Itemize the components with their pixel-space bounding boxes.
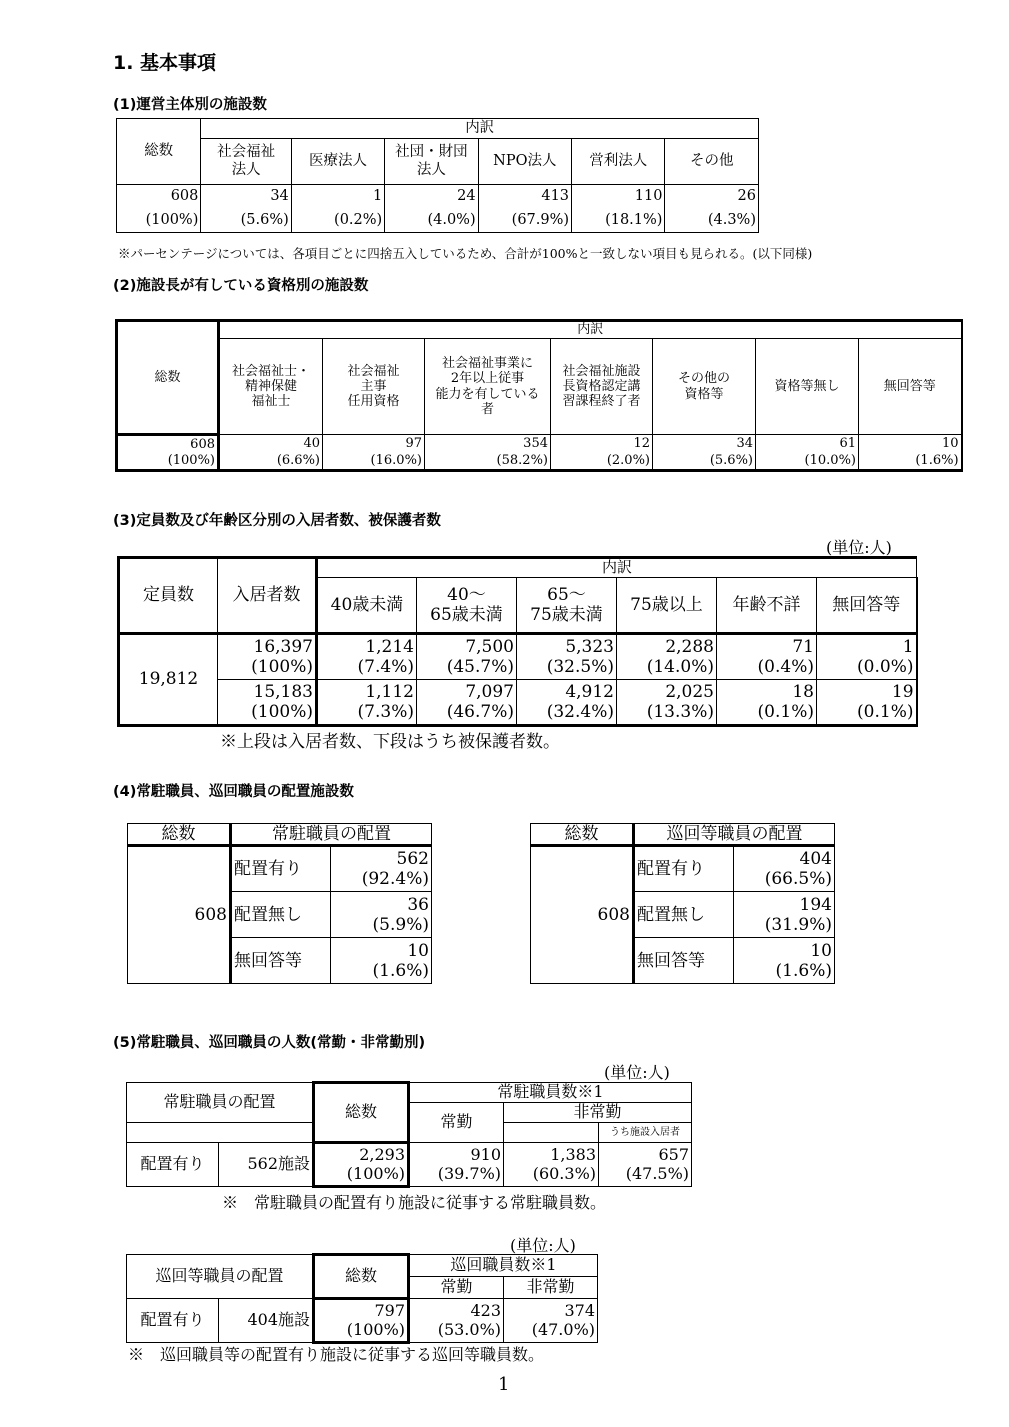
s2-table xyxy=(115,319,963,472)
s5-t1-spacer-left xyxy=(504,1123,599,1143)
s5-t2-unit: (単位:人) xyxy=(510,1236,576,1255)
s2-total-label: 総数 xyxy=(117,321,219,435)
s4-left-row-label: 配置有り xyxy=(231,846,331,892)
s3-col-header: 無回答等 xyxy=(817,578,917,634)
s3-capacity-label: 定員数 xyxy=(119,558,218,634)
s4-left-total: 608 xyxy=(128,846,231,984)
s5-t2-parttime-label: 非常勤 xyxy=(504,1277,598,1299)
s2-col-header: 資格等無し xyxy=(756,339,859,435)
s5-t1-sub: 657 (47.5%) xyxy=(599,1143,692,1187)
s5-t2-placement-label: 巡回等職員の配置 xyxy=(127,1255,314,1299)
s1-total-label: 総数 xyxy=(117,119,201,185)
s2-cell-count: 40 xyxy=(219,435,323,453)
s3-table xyxy=(117,556,918,727)
s5-table-1 xyxy=(126,1081,692,1188)
s1-col-header: 社団・財団 法人 xyxy=(385,139,478,185)
s3-col-header: 75歳以上 xyxy=(617,578,717,634)
s2-total-count: 608 xyxy=(117,435,219,453)
s3-col-header: 65～ 75歳未満 xyxy=(517,578,617,634)
s5-t2-note: ※ 巡回職員等の配置有り施設に従事する巡回等職員数。 xyxy=(128,1345,545,1364)
s1-cell-pct: (18.1%) xyxy=(572,209,665,233)
s1-cell-count: 34 xyxy=(201,185,291,209)
s5-t1-total: 2,293 (100%) xyxy=(314,1143,409,1187)
s2-col-header: その他の 資格等 xyxy=(653,339,756,435)
s5-heading: (5)常駐職員、巡回職員の人数(常勤・非常勤別) xyxy=(113,1035,426,1051)
s3-row-cell: 7,097 (46.7%) xyxy=(417,680,517,726)
s2-cell-count: 34 xyxy=(653,435,756,453)
s1-col-header: その他 xyxy=(665,139,759,185)
s2-col-header: 社会福祉施設 長資格認定講 習課程終了者 xyxy=(551,339,653,435)
s2-cell-count: 12 xyxy=(551,435,653,453)
s1-cell-count: 24 xyxy=(385,185,478,209)
s1-col-header: NPO法人 xyxy=(478,139,571,185)
s2-cell-pct: (16.0%) xyxy=(323,453,425,471)
s1-cell-count: 1 xyxy=(291,185,384,209)
s2-cell-pct: (58.2%) xyxy=(425,453,551,471)
s5-t1-parttime-label: 非常勤 xyxy=(504,1103,692,1123)
s4-left-header: 常駐職員の配置 xyxy=(231,824,432,846)
s4-heading: (4)常駐職員、巡回職員の配置施設数 xyxy=(113,784,354,800)
s5-t1-group-label: 常駐職員数※1 xyxy=(409,1083,692,1103)
s2-heading: (2)施設長が有している資格別の施設数 xyxy=(113,278,369,294)
s3-note: ※上段は入居者数、下段はうち被保護者数。 xyxy=(220,732,560,752)
s3-col-header: 年齢不詳 xyxy=(717,578,817,634)
s1-total-count: 608 xyxy=(117,185,201,209)
s4-left-row-label: 無回答等 xyxy=(231,938,331,984)
s5-t1-row-label: 配置有り xyxy=(127,1143,219,1187)
s4-left-row-value: 562 (92.4%) xyxy=(331,846,432,892)
s4-left-row-label: 配置無し xyxy=(231,892,331,938)
s3-col-header: 40～ 65歳未満 xyxy=(417,578,517,634)
s2-cell-pct: (6.6%) xyxy=(219,453,323,471)
s1-col-header: 営利法人 xyxy=(572,139,665,185)
s5-t2-total-label: 総数 xyxy=(314,1255,409,1299)
s1-note: ※パーセンテージについては、各項目ごとに四捨五入しているため、合計が100%と一致しない項目も見られる。(以下同様) xyxy=(118,246,813,261)
s4-right-header: 巡回等職員の配置 xyxy=(634,824,835,846)
s2-cell-pct: (5.6%) xyxy=(653,453,756,471)
s3-unit: (単位:人) xyxy=(826,538,892,557)
s4-left-row-value: 10 (1.6%) xyxy=(331,938,432,984)
s5-unit: (単位:人) xyxy=(604,1063,670,1082)
s2-total-pct: (100%) xyxy=(117,453,219,471)
s2-col-header: 社会福祉事業に 2年以上従事 能力を有している 者 xyxy=(425,339,551,435)
s3-row-cell: 18 (0.1%) xyxy=(717,680,817,726)
s3-breakdown-label: 内訳 xyxy=(317,558,917,578)
s4-right-row-label: 配置無し xyxy=(634,892,734,938)
s3-row-cell: 2,025 (13.3%) xyxy=(617,680,717,726)
s3-row-total: 15,183 (100%) xyxy=(218,680,317,726)
s2-cell-pct: (10.0%) xyxy=(756,453,859,471)
s1-cell-count: 413 xyxy=(478,185,571,209)
s4-right-row-label: 配置有り xyxy=(634,846,734,892)
s4-right-row-value: 10 (1.6%) xyxy=(734,938,835,984)
s1-col-header: 医療法人 xyxy=(291,139,384,185)
s3-row-cell: 1,214 (7.4%) xyxy=(317,634,417,680)
s4-right-row-value: 194 (31.9%) xyxy=(734,892,835,938)
s5-t1-fulltime: 910 (39.7%) xyxy=(409,1143,504,1187)
s2-breakdown-label: 内訳 xyxy=(219,321,962,339)
s4-left-row-value: 36 (5.9%) xyxy=(331,892,432,938)
s2-col-header: 社会福祉士・ 精神保健 福祉士 xyxy=(219,339,323,435)
s2-col-header: 社会福祉 主事 任用資格 xyxy=(323,339,425,435)
s5-t2-row-label: 配置有り xyxy=(127,1299,219,1343)
s3-col-header: 40歳未満 xyxy=(317,578,417,634)
s5-t1-placement-label: 常駐職員の配置 xyxy=(127,1083,314,1123)
section-title: 1. 基本事項 xyxy=(113,52,217,74)
s1-cell-count: 110 xyxy=(572,185,665,209)
s5-t1-note: ※ 常駐職員の配置有り施設に従事する常駐職員数。 xyxy=(222,1193,607,1212)
s3-row-cell: 4,912 (32.4%) xyxy=(517,680,617,726)
s5-t1-spacer xyxy=(127,1123,314,1143)
s3-row-cell: 71 (0.4%) xyxy=(717,634,817,680)
s1-cell-pct: (4.0%) xyxy=(385,209,478,233)
s5-t2-group-label: 巡回職員数※1 xyxy=(409,1255,598,1277)
s4-right-table xyxy=(530,823,835,984)
s3-row-cell: 1,112 (7.3%) xyxy=(317,680,417,726)
s1-heading: (1)運営主体別の施設数 xyxy=(113,97,267,113)
s5-table-2 xyxy=(126,1253,598,1344)
s5-t1-fulltime-label: 常勤 xyxy=(409,1103,504,1143)
s3-row-total: 16,397 (100%) xyxy=(218,634,317,680)
s3-row-cell: 7,500 (45.7%) xyxy=(417,634,517,680)
s2-cell-count: 97 xyxy=(323,435,425,453)
s2-cell-count: 10 xyxy=(859,435,962,453)
s4-right-total: 608 xyxy=(531,846,634,984)
s3-row-cell: 5,323 (32.5%) xyxy=(517,634,617,680)
s5-t1-sub-label: うち施設入居者 xyxy=(599,1123,692,1143)
s1-cell-pct: (4.3%) xyxy=(665,209,759,233)
s1-breakdown-label: 内訳 xyxy=(201,119,759,139)
page-number: 1 xyxy=(498,1374,510,1395)
s3-row-cell: 19 (0.1%) xyxy=(817,680,917,726)
s3-capacity: 19,812 xyxy=(119,634,218,726)
s5-t2-fulltime: 423 (53.0%) xyxy=(409,1299,504,1343)
s3-residents-label: 入居者数 xyxy=(218,558,317,634)
s4-left-table xyxy=(127,823,432,984)
s1-cell-pct: (67.9%) xyxy=(478,209,571,233)
s5-t2-parttime: 374 (47.0%) xyxy=(504,1299,598,1343)
s5-t1-parttime: 1,383 (60.3%) xyxy=(504,1143,599,1187)
s5-t2-total: 797 (100%) xyxy=(314,1299,409,1343)
s1-table xyxy=(116,118,759,233)
s2-cell-count: 61 xyxy=(756,435,859,453)
s3-heading: (3)定員数及び年齢区分別の入居者数、被保護者数 xyxy=(113,513,441,529)
s4-right-row-label: 無回答等 xyxy=(634,938,734,984)
s2-cell-count: 354 xyxy=(425,435,551,453)
s5-t1-row-count: 562施設 xyxy=(219,1143,314,1187)
s1-cell-pct: (0.2%) xyxy=(291,209,384,233)
s4-right-total-label: 総数 xyxy=(531,824,634,846)
s4-right-row-value: 404 (66.5%) xyxy=(734,846,835,892)
s1-total-pct: (100%) xyxy=(117,209,201,233)
s5-t1-total-label: 総数 xyxy=(314,1083,409,1143)
s1-col-header: 社会福祉 法人 xyxy=(201,139,291,185)
s2-col-header: 無回答等 xyxy=(859,339,962,435)
s2-cell-pct: (1.6%) xyxy=(859,453,962,471)
s5-t2-row-count: 404施設 xyxy=(219,1299,314,1343)
s1-cell-count: 26 xyxy=(665,185,759,209)
s3-row-cell: 1 (0.0%) xyxy=(817,634,917,680)
s1-cell-pct: (5.6%) xyxy=(201,209,291,233)
s5-t2-fulltime-label: 常勤 xyxy=(409,1277,504,1299)
s4-left-total-label: 総数 xyxy=(128,824,231,846)
s3-row-cell: 2,288 (14.0%) xyxy=(617,634,717,680)
s2-cell-pct: (2.0%) xyxy=(551,453,653,471)
